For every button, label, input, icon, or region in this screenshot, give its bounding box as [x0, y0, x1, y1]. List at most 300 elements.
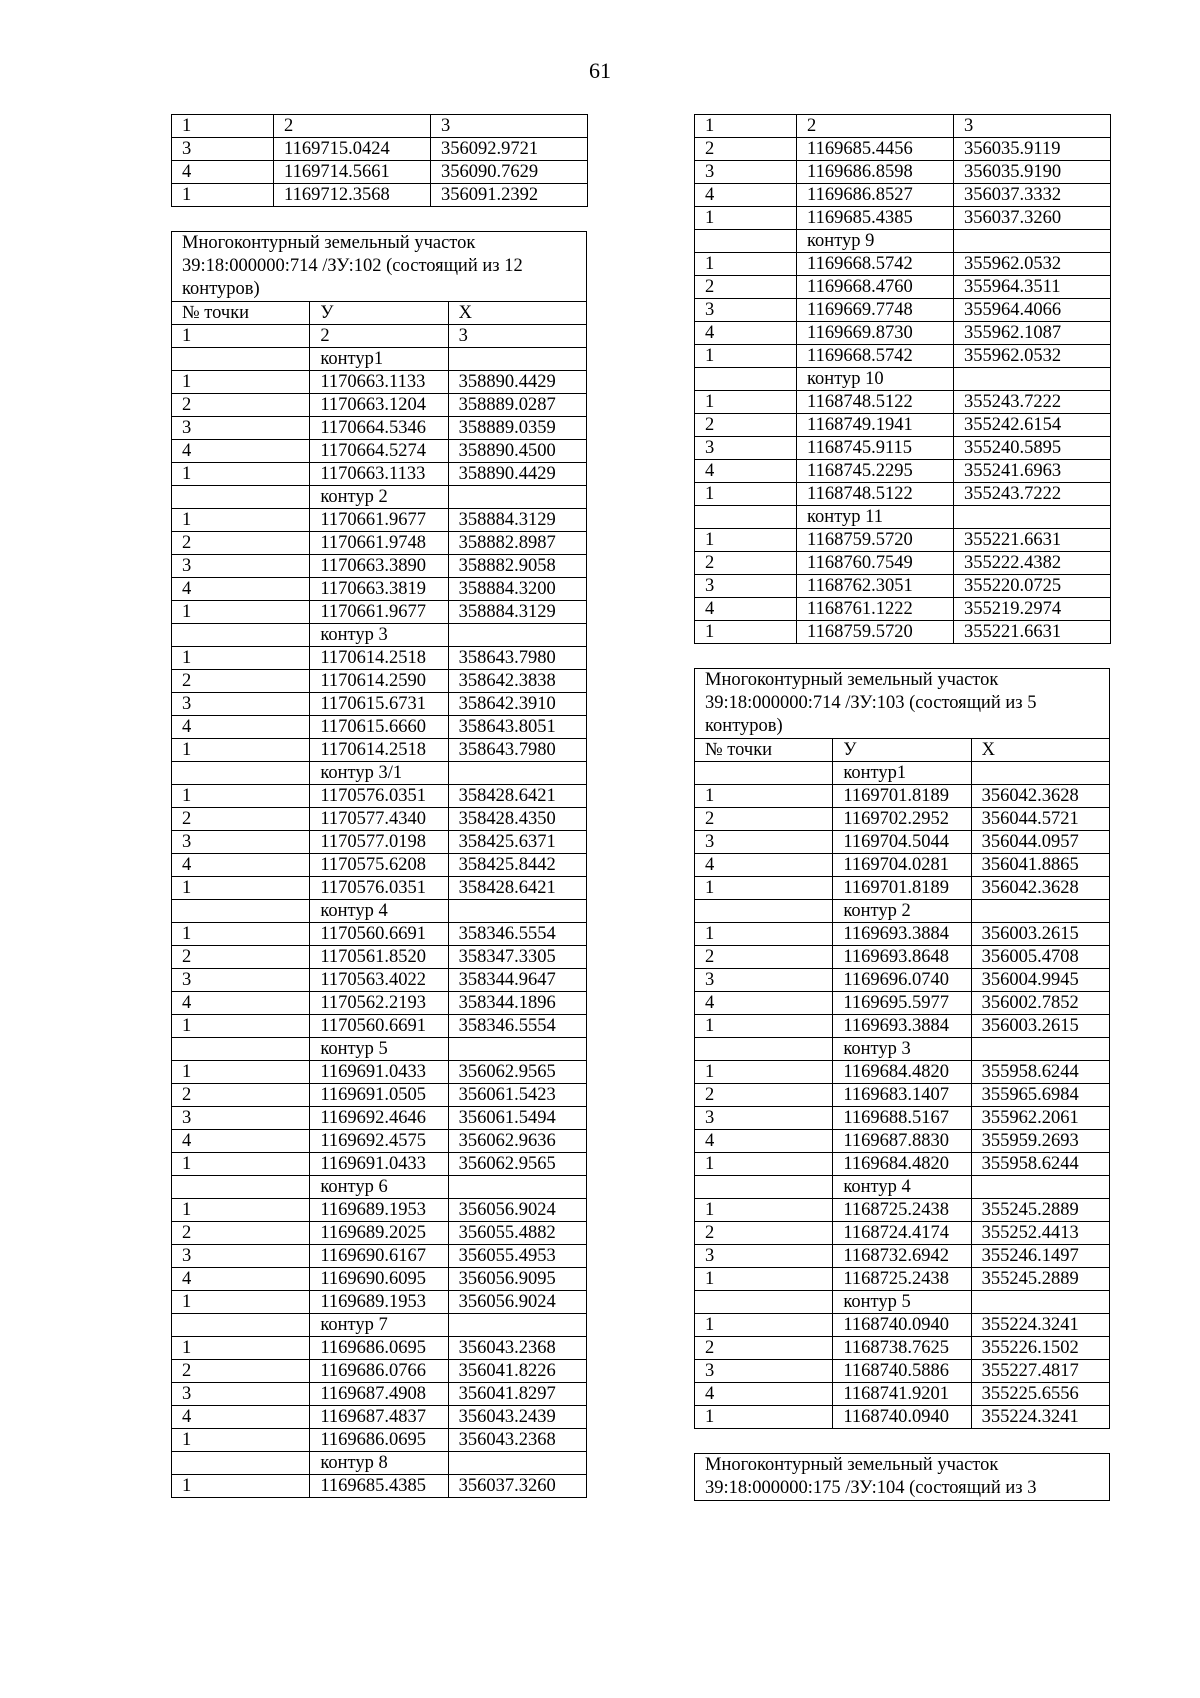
table-cell: 1170663.3890: [310, 555, 448, 578]
table-cell: 1170663.1133: [310, 463, 448, 486]
table-cell: 3: [695, 969, 833, 992]
table-cell: 2: [695, 946, 833, 969]
table-row: [695, 946, 1110, 969]
table-row: [172, 1245, 587, 1268]
table-cell: 1170661.9748: [310, 532, 448, 555]
table-cell: 358344.9647: [448, 969, 586, 992]
table-cell: контур 3: [310, 624, 448, 647]
table-row: [695, 831, 1110, 854]
table-row: [172, 693, 587, 716]
table-cell: 1169692.4575: [310, 1130, 448, 1153]
table-cell: 1169684.4820: [833, 1153, 971, 1176]
table-cell: 1: [172, 115, 274, 138]
table-cell: 1169669.7748: [797, 299, 954, 322]
table-cell: 4: [695, 322, 797, 345]
table-row: [695, 1084, 1110, 1107]
table-cell: 1: [172, 1061, 310, 1084]
table-cell: 1: [695, 923, 833, 946]
table-cell: 2: [695, 414, 797, 437]
table-cell: 358890.4429: [448, 463, 586, 486]
table-cell: 356037.3260: [448, 1475, 586, 1498]
table-cell: 358346.5554: [448, 1015, 586, 1038]
table-row: [172, 854, 587, 877]
table-cell: 1169685.4456: [797, 138, 954, 161]
table-cell: [971, 1038, 1109, 1061]
table-cell: 356056.9024: [448, 1199, 586, 1222]
table-cell: 1169686.8598: [797, 161, 954, 184]
table-cell: 1: [695, 391, 797, 414]
table-cell: 356004.9945: [971, 969, 1109, 992]
table-cell: 355243.7222: [954, 391, 1111, 414]
table-cell: контур 2: [833, 900, 971, 923]
table-cell: У: [310, 302, 448, 325]
table-cell: 1169691.0433: [310, 1061, 448, 1084]
table-row: [695, 923, 1110, 946]
table-row: [695, 368, 1111, 391]
table-cell: 356041.8297: [448, 1383, 586, 1406]
table-cell: 1169684.4820: [833, 1061, 971, 1084]
table-row: [172, 716, 587, 739]
table-row: [172, 161, 588, 184]
table-cell: 358890.4429: [448, 371, 586, 394]
table-cell: 358425.8442: [448, 854, 586, 877]
table-cell: 356055.4953: [448, 1245, 586, 1268]
table-cell: 358428.6421: [448, 877, 586, 900]
table-row: [172, 1130, 587, 1153]
table-cell: 1169686.0766: [310, 1360, 448, 1383]
table-cell: 1168745.2295: [797, 460, 954, 483]
table-cell: контур 4: [833, 1176, 971, 1199]
table-cell: 1169688.5167: [833, 1107, 971, 1130]
table-cell: № точки: [172, 302, 310, 325]
table-cell: 1169696.0740: [833, 969, 971, 992]
table-cell: 1: [172, 601, 310, 624]
table-cell: 1170577.0198: [310, 831, 448, 854]
table-row: [172, 1199, 587, 1222]
table-cell: 1168748.5122: [797, 391, 954, 414]
table-cell: 356062.9565: [448, 1061, 586, 1084]
table-cell: 1169691.0505: [310, 1084, 448, 1107]
table-cell: № точки: [695, 739, 833, 762]
table-row: [695, 322, 1111, 345]
table-cell: [448, 1038, 586, 1061]
table-cell: 1: [172, 1291, 310, 1314]
table-cell: 1170576.0351: [310, 785, 448, 808]
table-cell: 1169685.4385: [310, 1475, 448, 1498]
page-number: 61: [589, 58, 611, 83]
table-row: [695, 900, 1110, 923]
table-cell: [172, 762, 310, 785]
table-row: [172, 1268, 587, 1291]
table-cell: 1170663.1133: [310, 371, 448, 394]
table-row: [695, 115, 1111, 138]
table-cell: 1168748.5122: [797, 483, 954, 506]
table-cell: 2: [695, 1337, 833, 1360]
table-cell: [448, 1176, 586, 1199]
table-cell: 1: [695, 785, 833, 808]
table-cell: [971, 762, 1109, 785]
table-cell: 358347.3305: [448, 946, 586, 969]
table-cell: 4: [695, 184, 797, 207]
table-cell: 2: [172, 808, 310, 831]
table-cell: 1170663.3819: [310, 578, 448, 601]
table-cell: 1: [695, 621, 797, 644]
table-row: [695, 207, 1111, 230]
table-cell: 356090.7629: [431, 161, 588, 184]
table-cell: 355241.6963: [954, 460, 1111, 483]
table-cell: 1169668.5742: [797, 345, 954, 368]
table-row: [172, 992, 587, 1015]
table-cell: 358889.0359: [448, 417, 586, 440]
table-cell: 1: [695, 253, 797, 276]
table-cell: 1: [172, 184, 274, 207]
table-cell: 358643.7980: [448, 739, 586, 762]
table-cell: 1169692.4646: [310, 1107, 448, 1130]
table-cell: 355958.6244: [971, 1153, 1109, 1176]
table-caption-row: [695, 1454, 1110, 1501]
table-cell: 1170575.6208: [310, 854, 448, 877]
caption-line: контуров): [705, 716, 783, 736]
table-cell: 1169693.3884: [833, 1015, 971, 1038]
table-cell: 1: [172, 1475, 310, 1498]
table-cell: 3: [172, 138, 274, 161]
table-cell: 2: [172, 1222, 310, 1245]
table-row: [172, 969, 587, 992]
table-cell: 358884.3129: [448, 509, 586, 532]
table-row: [695, 230, 1111, 253]
table-cell: 2: [695, 1084, 833, 1107]
table-cell: 355245.2889: [971, 1199, 1109, 1222]
table-cell: 355242.6154: [954, 414, 1111, 437]
table-row: [695, 739, 1110, 762]
table-cell: 1169690.6167: [310, 1245, 448, 1268]
table-cell: [695, 368, 797, 391]
table-cell: 1168762.3051: [797, 575, 954, 598]
table-cell: [695, 1176, 833, 1199]
table-cell: 1: [172, 1199, 310, 1222]
table-cell: 1169701.8189: [833, 785, 971, 808]
table-cell: 1168740.5886: [833, 1360, 971, 1383]
table-cell: 358642.3910: [448, 693, 586, 716]
table-cell: 3: [172, 1245, 310, 1268]
caption-line: Многоконтурный земельный участок: [705, 1455, 999, 1475]
table-cell: 3: [172, 693, 310, 716]
table-cell: контур 5: [310, 1038, 448, 1061]
table-row: [695, 1245, 1110, 1268]
table-row: [172, 1038, 587, 1061]
table-row: [695, 299, 1111, 322]
table-cell: контур 11: [797, 506, 954, 529]
table-row: [695, 345, 1111, 368]
table-cell: 4: [695, 1383, 833, 1406]
table-cell: [448, 348, 586, 371]
table-row: [172, 785, 587, 808]
table-cell: [971, 1176, 1109, 1199]
table-cell: 1: [695, 1015, 833, 1038]
table-cell: 355958.6244: [971, 1061, 1109, 1084]
table-cell: 356041.8226: [448, 1360, 586, 1383]
table-cell: 3: [695, 1107, 833, 1130]
table-cell: 1169668.4760: [797, 276, 954, 299]
table-row: [695, 529, 1111, 552]
table-cell: 356002.7852: [971, 992, 1109, 1015]
table-cell: 1170615.6731: [310, 693, 448, 716]
table-cell: 1: [695, 1314, 833, 1337]
table-cell: 4: [172, 578, 310, 601]
table-row: [172, 325, 587, 348]
table-row: [695, 1406, 1110, 1429]
table-cell: 1169712.3568: [274, 184, 431, 207]
table-cell: 1169689.1953: [310, 1199, 448, 1222]
table-cell: контур 3/1: [310, 762, 448, 785]
table-cell: [172, 1314, 310, 1337]
table-row: [695, 1130, 1110, 1153]
table-cell: контур 7: [310, 1314, 448, 1337]
table-cell: 1: [695, 1199, 833, 1222]
table-cell: 4: [172, 440, 310, 463]
table-cell: 355246.1497: [971, 1245, 1109, 1268]
table-cell: [954, 368, 1111, 391]
caption-line: 39:18:000000:175 /ЗУ:104 (состоящий из 3: [705, 1478, 1037, 1498]
table-row: [172, 808, 587, 831]
table-row: [695, 1061, 1110, 1084]
table-row: [695, 1038, 1110, 1061]
table-row: [172, 1383, 587, 1406]
table-row: [172, 601, 587, 624]
table-cell: [448, 762, 586, 785]
table-cell: 1168760.7549: [797, 552, 954, 575]
table-cell: 3: [172, 1107, 310, 1130]
table-caption-row: [695, 669, 1110, 739]
table-row: [695, 762, 1110, 785]
table-cell: [172, 900, 310, 923]
table-row: [695, 437, 1111, 460]
table-cell: [695, 230, 797, 253]
table-cell: 356041.8865: [971, 854, 1109, 877]
table-row: [172, 486, 587, 509]
table-cell: 355962.2061: [971, 1107, 1109, 1130]
table-row: [172, 1475, 587, 1498]
table-cell: 1169683.1407: [833, 1084, 971, 1107]
table-cell: 1170577.4340: [310, 808, 448, 831]
table-cell: 1: [172, 509, 310, 532]
table-cell: 1170664.5346: [310, 417, 448, 440]
table-cell: 1169687.4837: [310, 1406, 448, 1429]
table-cell: 3: [172, 555, 310, 578]
table-cell: [695, 900, 833, 923]
table-cell: 4: [172, 716, 310, 739]
table-cell: 1: [172, 1429, 310, 1452]
table-cell: 356005.4708: [971, 946, 1109, 969]
table-cell: 356061.5423: [448, 1084, 586, 1107]
table-cell: 355221.6631: [954, 529, 1111, 552]
table-cell: 1170614.2518: [310, 647, 448, 670]
table-cell: 1: [695, 483, 797, 506]
table-cell: 4: [172, 161, 274, 184]
table-row: [695, 1360, 1110, 1383]
table-row: [172, 1153, 587, 1176]
table-cell: 1: [172, 1337, 310, 1360]
table-row: [695, 785, 1110, 808]
table-cell: [971, 1291, 1109, 1314]
table-cell: 356043.2368: [448, 1337, 586, 1360]
table-row: [172, 1084, 587, 1107]
table-cell: 3: [695, 437, 797, 460]
table-cell: 4: [172, 854, 310, 877]
table-cell: 2: [695, 808, 833, 831]
table-cell: 3: [695, 161, 797, 184]
table-row: [172, 831, 587, 854]
table-cell: 1169695.5977: [833, 992, 971, 1015]
table-cell: контур 5: [833, 1291, 971, 1314]
coordinates-table: [694, 668, 1110, 1429]
table-row: [172, 1406, 587, 1429]
table-cell: 355252.4413: [971, 1222, 1109, 1245]
table-cell: 2: [695, 1222, 833, 1245]
parcel-caption: [695, 669, 1110, 739]
caption-line: 39:18:000000:714 /ЗУ:103 (состоящий из 5: [705, 693, 1037, 713]
table-row: [172, 417, 587, 440]
table-cell: 1169686.0695: [310, 1429, 448, 1452]
table-cell: 1: [172, 325, 310, 348]
table-cell: 356035.9190: [954, 161, 1111, 184]
table-cell: 355226.1502: [971, 1337, 1109, 1360]
table-row: [172, 463, 587, 486]
table-cell: 3: [172, 417, 310, 440]
table-cell: 3: [695, 575, 797, 598]
table-cell: 358643.8051: [448, 716, 586, 739]
table-cell: 4: [695, 992, 833, 1015]
table-row: [695, 1107, 1110, 1130]
table-cell: 358428.6421: [448, 785, 586, 808]
table-cell: Х: [971, 739, 1109, 762]
table-cell: 2: [695, 276, 797, 299]
table-cell: 1: [172, 877, 310, 900]
table-cell: [695, 1038, 833, 1061]
table-row: [695, 808, 1110, 831]
table-cell: 3: [448, 325, 586, 348]
table-cell: [448, 900, 586, 923]
table-cell: 1: [172, 1015, 310, 1038]
table-cell: 1169687.8830: [833, 1130, 971, 1153]
table-row: [172, 1176, 587, 1199]
table-row: [695, 460, 1111, 483]
table-cell: 3: [695, 299, 797, 322]
table-cell: [172, 1452, 310, 1475]
table-cell: 1169686.0695: [310, 1337, 448, 1360]
table-row: [695, 1268, 1110, 1291]
table-cell: 1168740.0940: [833, 1406, 971, 1429]
table-row: [695, 992, 1110, 1015]
table-cell: 355243.7222: [954, 483, 1111, 506]
caption-line: 39:18:000000:714 /ЗУ:102 (состоящий из 12: [182, 256, 523, 276]
table-cell: 4: [695, 1130, 833, 1153]
table-row: [172, 670, 587, 693]
table-cell: 3: [954, 115, 1111, 138]
table-cell: [954, 230, 1111, 253]
caption-line: Многоконтурный земельный участок: [182, 233, 476, 253]
table-cell: 355962.1087: [954, 322, 1111, 345]
table-cell: 356003.2615: [971, 1015, 1109, 1038]
table-cell: 1170560.6691: [310, 1015, 448, 1038]
table-cell: 356042.3628: [971, 785, 1109, 808]
table-cell: 358344.1896: [448, 992, 586, 1015]
table-cell: 1: [172, 739, 310, 762]
table-cell: 3: [695, 1245, 833, 1268]
table-cell: 1170576.0351: [310, 877, 448, 900]
table-cell: 3: [172, 1383, 310, 1406]
table-cell: 355959.2693: [971, 1130, 1109, 1153]
table-cell: [448, 624, 586, 647]
table-row: [695, 1337, 1110, 1360]
table-row: [172, 138, 588, 161]
table-row: [172, 532, 587, 555]
table-cell: 1168759.5720: [797, 621, 954, 644]
table-cell: 2: [274, 115, 431, 138]
table-cell: 4: [172, 1406, 310, 1429]
table-cell: 1169701.8189: [833, 877, 971, 900]
table-cell: 1168740.0940: [833, 1314, 971, 1337]
table-cell: 1: [695, 345, 797, 368]
table-cell: 355224.3241: [971, 1314, 1109, 1337]
table-cell: 355962.0532: [954, 253, 1111, 276]
table-cell: 1: [695, 1153, 833, 1176]
table-cell: 358425.6371: [448, 831, 586, 854]
table-cell: 1169714.5661: [274, 161, 431, 184]
table-cell: 358889.0287: [448, 394, 586, 417]
caption-line: контуров): [182, 279, 260, 299]
table-cell: 1: [172, 923, 310, 946]
table-cell: 4: [172, 992, 310, 1015]
table-cell: 1169704.0281: [833, 854, 971, 877]
table-cell: 1170560.6691: [310, 923, 448, 946]
table-cell: [695, 1291, 833, 1314]
table-cell: контур 4: [310, 900, 448, 923]
table-cell: [695, 762, 833, 785]
table-cell: [172, 1038, 310, 1061]
table-row: [695, 598, 1111, 621]
table-row: [172, 1015, 587, 1038]
table-row: [695, 552, 1111, 575]
table-cell: 1168761.1222: [797, 598, 954, 621]
table-cell: 3: [695, 831, 833, 854]
table-cell: 1170661.9677: [310, 601, 448, 624]
table-cell: 1168725.2438: [833, 1268, 971, 1291]
coordinates-table: [171, 231, 587, 1498]
table-cell: 358890.4500: [448, 440, 586, 463]
table-cell: 355222.4382: [954, 552, 1111, 575]
table-cell: 1170663.1204: [310, 394, 448, 417]
table-cell: 1169689.2025: [310, 1222, 448, 1245]
table-row: [695, 575, 1111, 598]
table-row: [172, 394, 587, 417]
table-cell: [954, 506, 1111, 529]
table-cell: 1169686.8527: [797, 184, 954, 207]
table-cell: 1168724.4174: [833, 1222, 971, 1245]
table-cell: 1: [172, 1153, 310, 1176]
table-cell: контур 8: [310, 1452, 448, 1475]
caption-line: Многоконтурный земельный участок: [705, 670, 999, 690]
table-cell: 1169687.4908: [310, 1383, 448, 1406]
table-cell: 358428.4350: [448, 808, 586, 831]
table-cell: 356062.9636: [448, 1130, 586, 1153]
table-cell: 1170561.8520: [310, 946, 448, 969]
table-row: [172, 302, 587, 325]
table-cell: 1168741.9201: [833, 1383, 971, 1406]
table-cell: 356042.3628: [971, 877, 1109, 900]
table-cell: 356061.5494: [448, 1107, 586, 1130]
table-cell: 358643.7980: [448, 647, 586, 670]
